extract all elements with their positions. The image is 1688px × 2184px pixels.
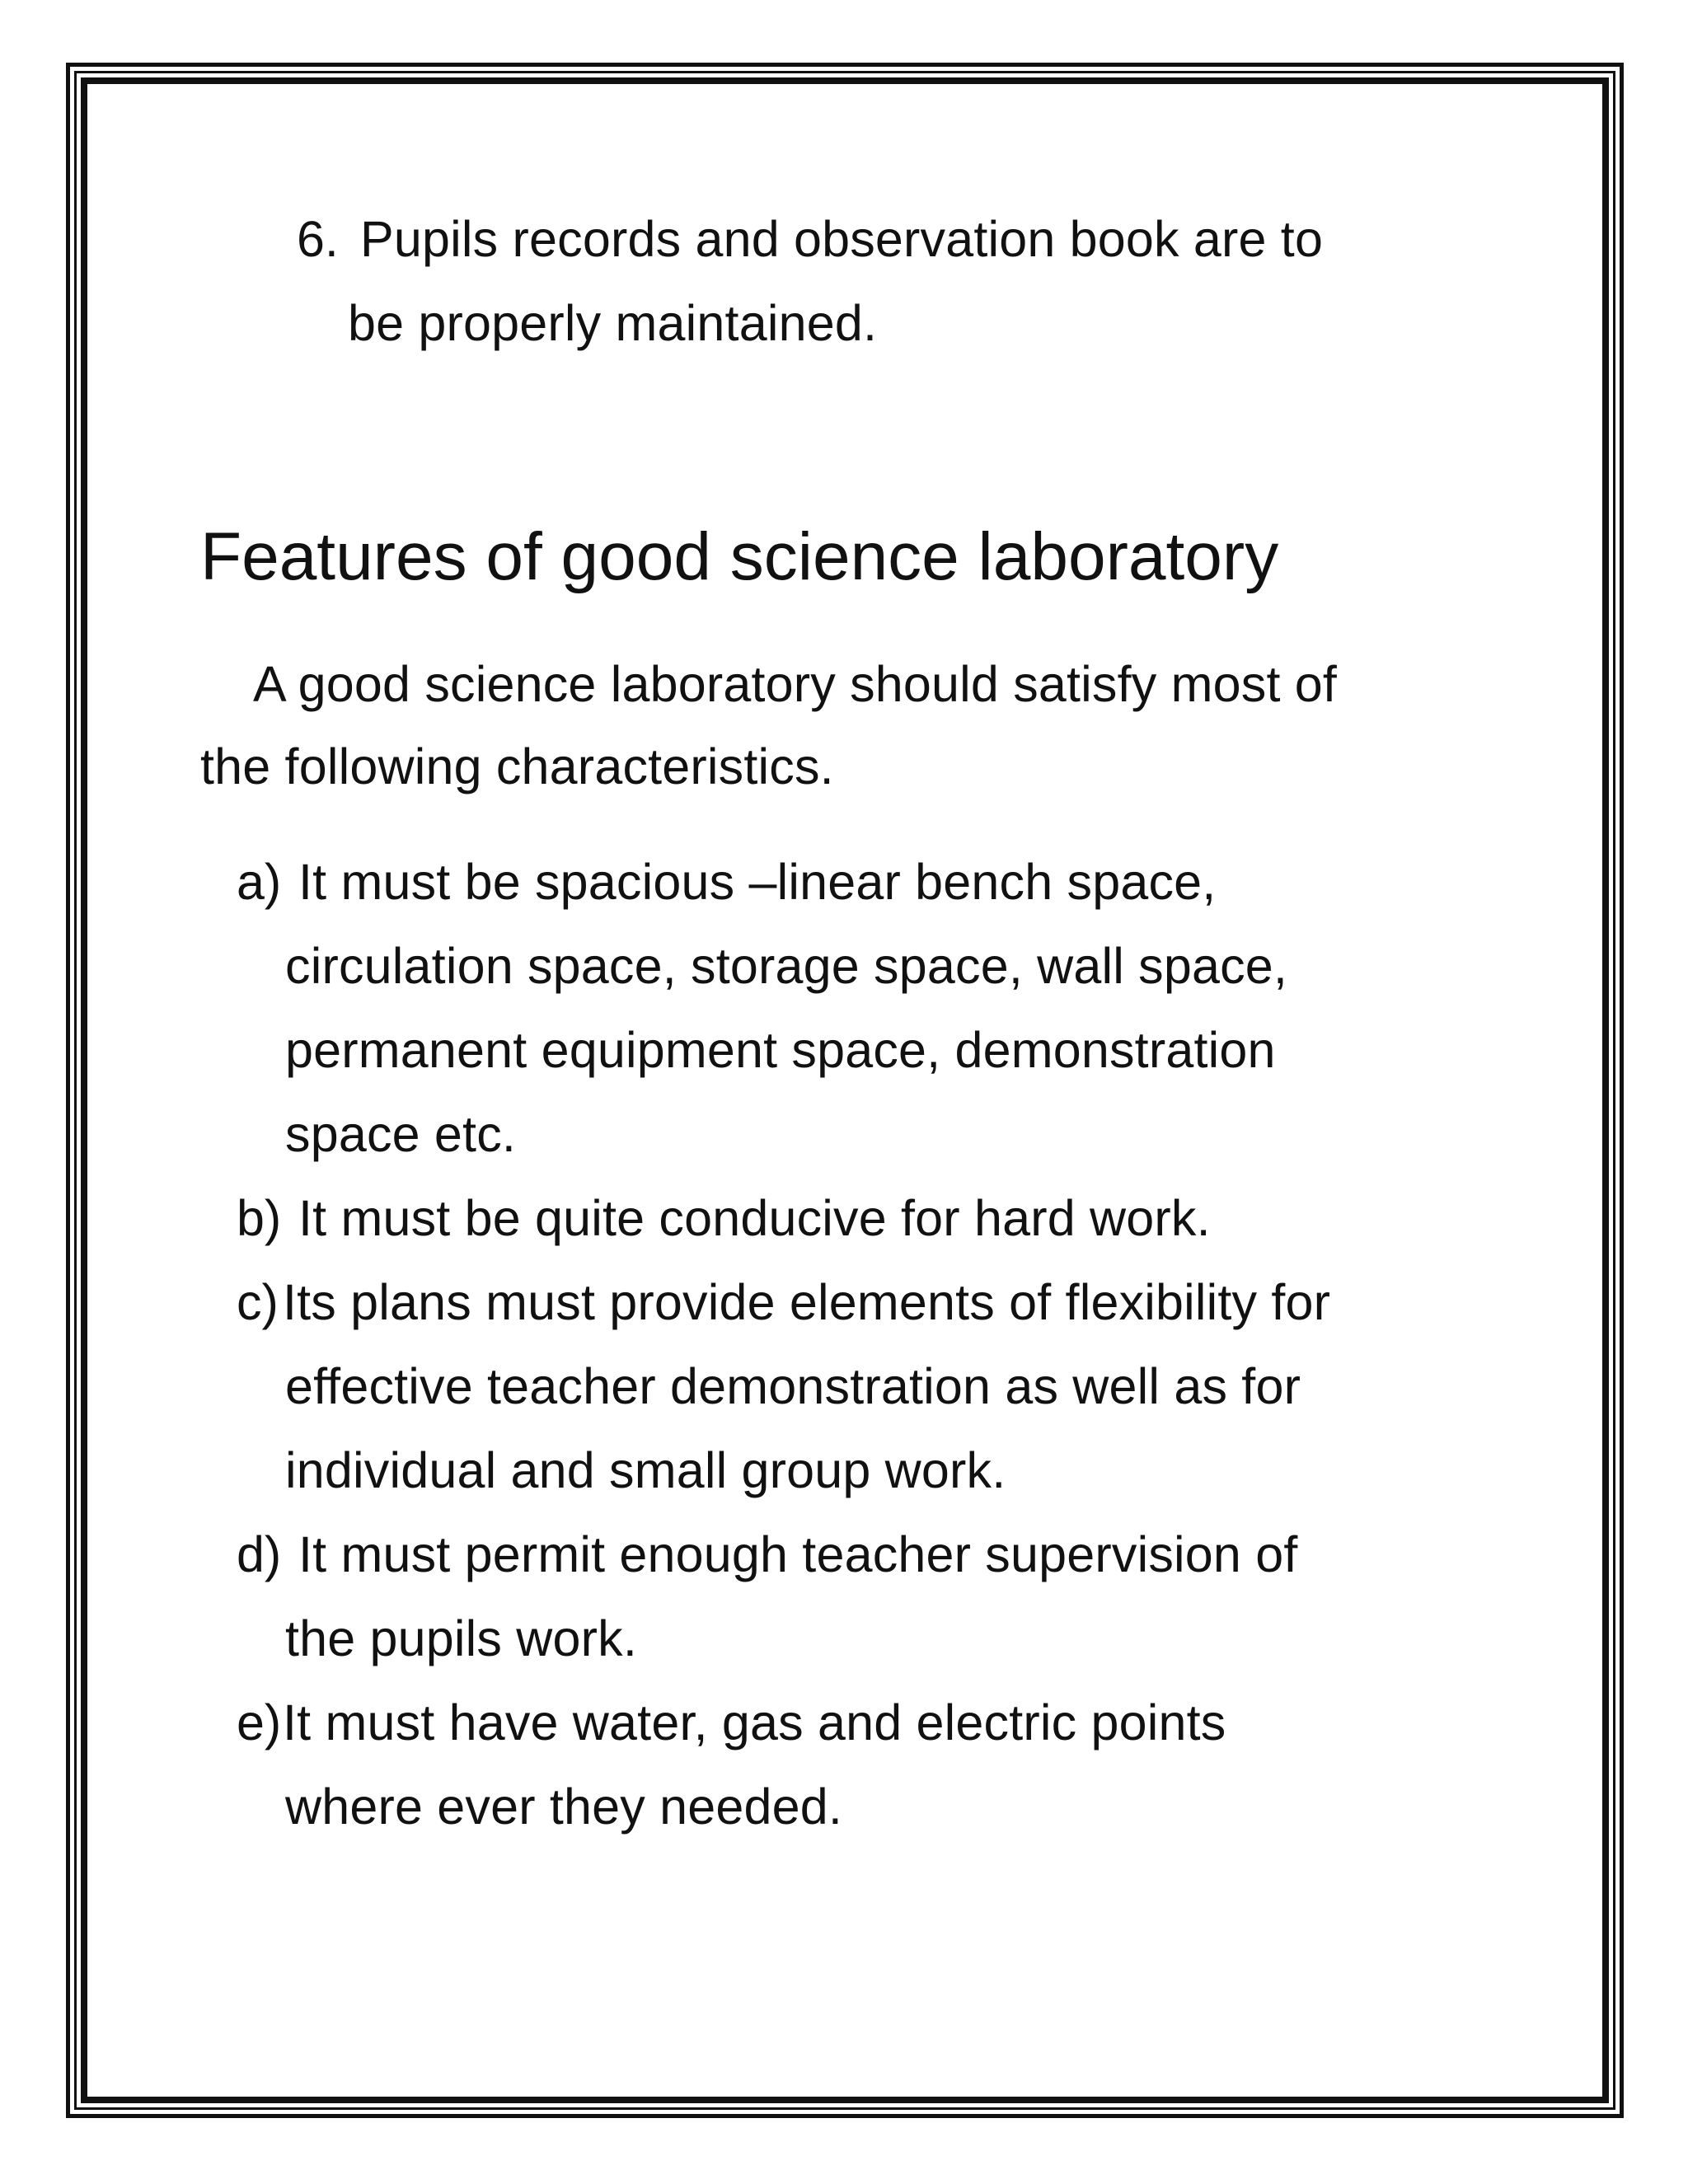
- list-item-e-line-2: where ever they needed.: [285, 1779, 843, 1835]
- list-item-e-line-1: It must have water, gas and electric points: [283, 1694, 1226, 1750]
- list-item-b-label: b): [237, 1190, 282, 1246]
- list-item-a-line-4: space etc.: [285, 1106, 517, 1162]
- list-item-a-line-3: permanent equipment space, demonstration: [285, 1022, 1276, 1078]
- item-6-number: 6.: [297, 211, 339, 267]
- item-6-line-1: Pupils records and observation book are to: [360, 211, 1324, 267]
- intro-line-1: A good science laboratory should satisfy most of: [253, 656, 1338, 712]
- item-6-line-2: be properly maintained.: [348, 295, 878, 351]
- list-item-d-line-1: It must permit enough teacher supervision of: [298, 1526, 1298, 1582]
- list-item-c-line-2: effective teacher demonstration as well as for: [285, 1358, 1301, 1414]
- intro-line-2: the following characteristics.: [200, 738, 834, 794]
- list-item-a-line-2: circulation space, storage space, wall space,: [285, 938, 1288, 994]
- list-item-c-label: c): [237, 1274, 279, 1330]
- list-item-d-line-2: the pupils work.: [285, 1610, 638, 1666]
- list-item-d-label: d): [237, 1526, 282, 1582]
- list-item-e-label: e): [237, 1694, 282, 1750]
- list-item-c-line-1: Its plans must provide elements of flexibility for: [283, 1274, 1331, 1330]
- section-heading: Features of good science laboratory: [200, 519, 1279, 594]
- list-item-b-line-1: It must be quite conducive for hard work.: [298, 1190, 1211, 1246]
- list-item-c-line-3: individual and small group work.: [285, 1442, 1006, 1498]
- list-item-a-line-1: It must be spacious –linear bench space,: [298, 854, 1217, 910]
- list-item-a-label: a): [237, 854, 282, 910]
